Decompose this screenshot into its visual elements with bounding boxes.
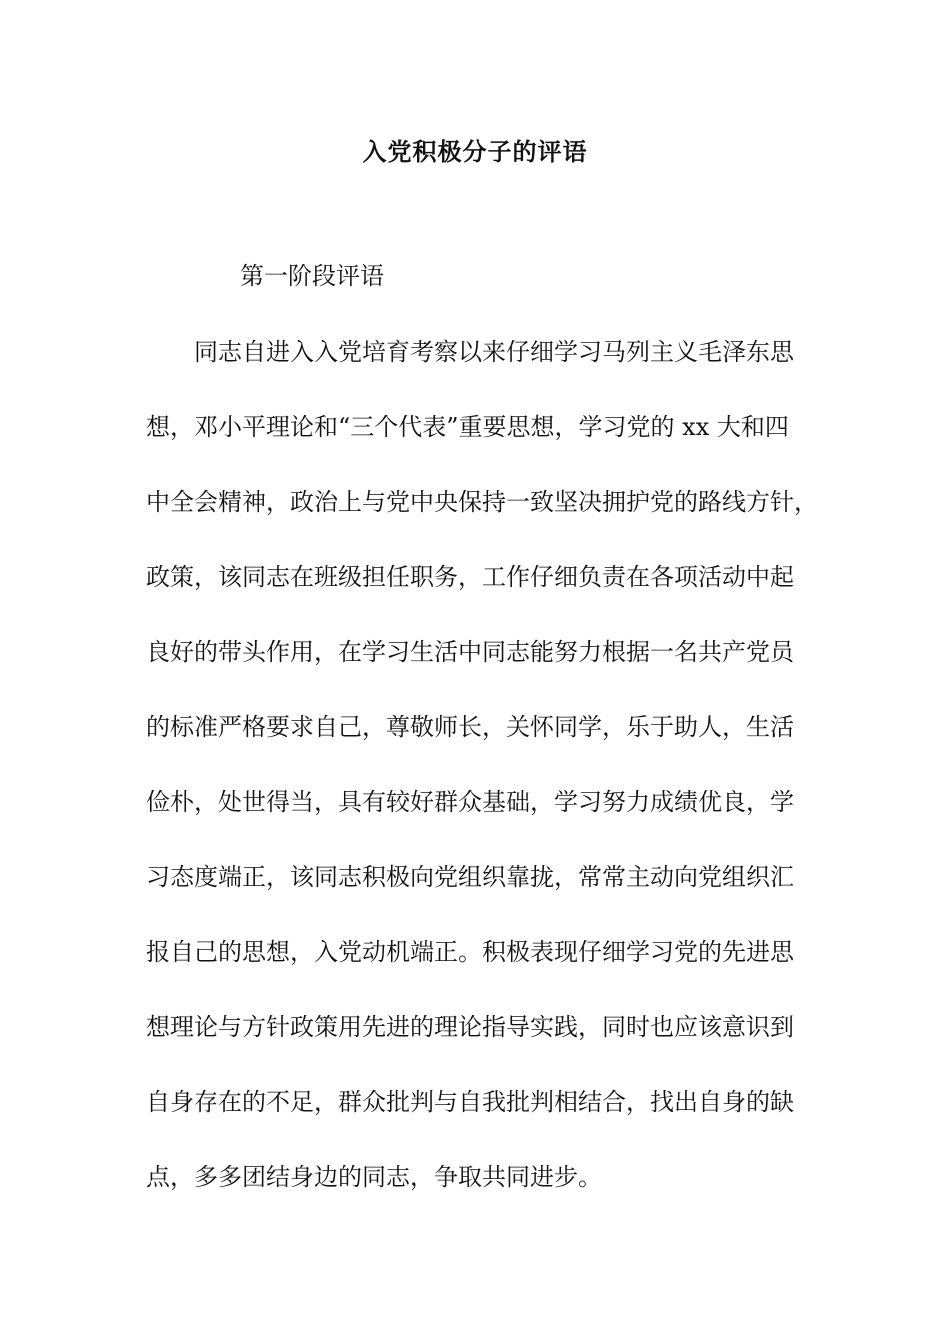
paragraph-line: 的标准严格要求自己，尊敬师长，关怀同学，乐于助人，生活 [146,713,794,741]
paragraph-body [146,336,836,1236]
paragraph-line: 报自己的思想，入党动机端正。积极表现仔细学习党的先进思 [146,938,794,966]
paragraph-line: 良好的带头作用，在学习生活中同志能努力根据一名共产党员 [146,638,794,666]
paragraph-line: 点，多多团结身边的同志，争取共同进步。 [146,1163,602,1191]
section-heading: 第一阶段评语 [240,262,384,290]
paragraph-line: 习态度端正，该同志积极向党组织靠拢，常常主动向党组织汇 [146,863,794,891]
paragraph-line: 自身存在的不足，群众批判与自我批判相结合，找出自身的缺 [146,1088,794,1116]
paragraph-line: 想理论与方针政策用先进的理论指导实践，同时也应该意识到 [146,1013,794,1041]
paragraph-line: 俭朴，处世得当，具有较好群众基础，学习努力成绩优良，学 [146,788,794,816]
paragraph-line: 政策，该同志在班级担任职务，工作仔细负责在各项活动中起 [146,563,794,591]
paragraph-line: 同志自进入入党培育考察以来仔细学习马列主义毛泽东思 [194,338,794,366]
document-title: 入党积极分子的评语 [362,137,588,166]
paragraph-line: 想，邓小平理论和“三个代表”重要思想，学习党的 xx 大和四 [146,413,789,441]
paragraph-line: 中全会精神，政治上与党中央保持一致坚决拥护党的路线方针， [146,488,818,516]
